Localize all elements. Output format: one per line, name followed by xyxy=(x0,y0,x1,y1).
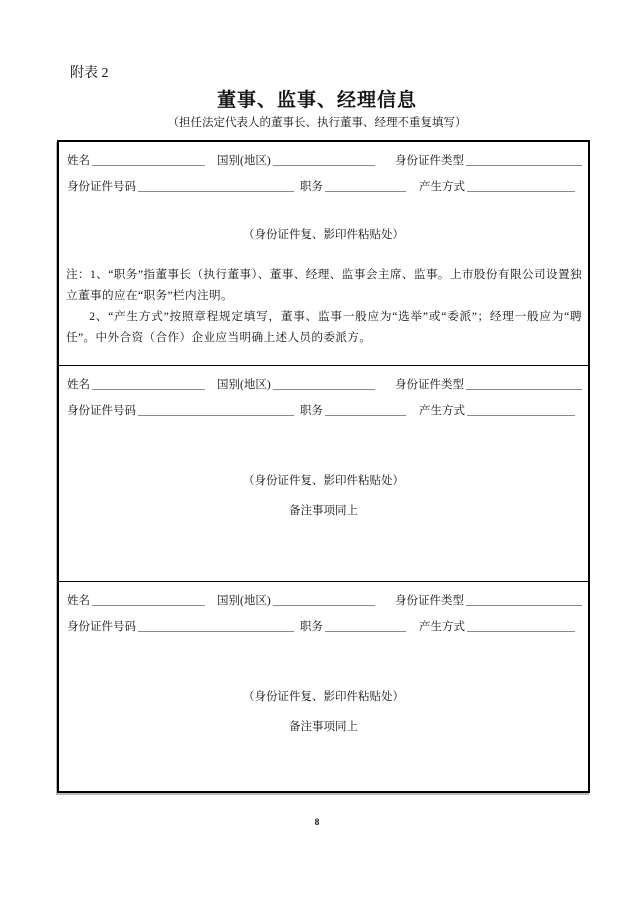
remark-same-as-above: 备注事项同上 xyxy=(289,505,358,517)
country-label: 国别(地区) xyxy=(217,379,271,391)
id-copy-paste-area-caption: （身份证件复、影印件粘贴处） xyxy=(243,691,404,703)
position-label: 职务 xyxy=(300,405,323,417)
id-number-blank-line xyxy=(138,179,294,192)
selection-method-label: 产生方式 xyxy=(419,621,465,633)
page-subtitle: （担任法定代表人的董事长、执行董事、经理不重复填写） xyxy=(167,117,467,129)
id-type-label: 身份证件类型 xyxy=(395,379,464,391)
name-blank-line xyxy=(92,593,205,606)
country-label: 国别(地区) xyxy=(217,595,271,607)
note-item-1: 注：1、“职务”指董事长（执行董事）、董事、经理、监事会主席、监事。上市股份有限公司设置独立董事的应在“职务”栏内注明。 xyxy=(66,268,582,302)
appendix-label: 附表 2 xyxy=(70,66,109,81)
position-blank-line xyxy=(325,619,406,632)
id-number-field xyxy=(67,614,294,634)
officer-info-table xyxy=(57,140,590,793)
selection-method-field xyxy=(419,398,575,418)
id-number-label: 身份证件号码 xyxy=(67,181,136,193)
country-blank-line xyxy=(273,153,375,166)
officer-section-1 xyxy=(59,148,588,365)
selection-method-field xyxy=(419,614,575,634)
position-blank-line xyxy=(325,403,406,416)
selection-method-blank-line xyxy=(467,403,575,416)
selection-method-field xyxy=(419,174,575,194)
id-type-label: 身份证件类型 xyxy=(395,595,464,607)
id-type-blank-line xyxy=(466,593,582,606)
position-label: 职务 xyxy=(300,181,323,193)
position-field xyxy=(300,614,406,634)
officer-section-3 xyxy=(59,581,588,797)
name-blank-line xyxy=(92,153,205,166)
selection-method-blank-line xyxy=(467,619,575,632)
name-label: 姓名 xyxy=(67,379,90,391)
position-field xyxy=(300,174,406,194)
country-label: 国别(地区) xyxy=(217,155,271,167)
field-row xyxy=(59,588,588,614)
field-row xyxy=(59,614,588,640)
country-field xyxy=(217,588,375,608)
id-number-blank-line xyxy=(138,403,294,416)
id-number-label: 身份证件号码 xyxy=(67,405,136,417)
country-field xyxy=(217,372,375,392)
field-row xyxy=(59,372,588,398)
id-copy-paste-area-caption: （身份证件复、影印件粘贴处） xyxy=(243,475,404,487)
form-notes xyxy=(66,264,582,348)
field-row xyxy=(59,174,588,200)
id-number-field xyxy=(67,174,294,194)
page-number: 8 xyxy=(314,818,320,828)
position-label: 职务 xyxy=(300,621,323,633)
name-field xyxy=(67,148,205,168)
id-number-field xyxy=(67,398,294,418)
id-copy-paste-area-caption: （身份证件复、影印件粘贴处） xyxy=(243,229,404,241)
selection-method-label: 产生方式 xyxy=(419,181,465,193)
id-type-label: 身份证件类型 xyxy=(395,155,464,167)
selection-method-label: 产生方式 xyxy=(419,405,465,417)
id-type-field xyxy=(395,372,582,392)
field-row xyxy=(59,148,588,174)
name-blank-line xyxy=(92,377,205,390)
country-field xyxy=(217,148,375,168)
selection-method-blank-line xyxy=(467,179,575,192)
id-type-blank-line xyxy=(466,377,582,390)
page-title: 董事、监事、经理信息 xyxy=(216,90,417,111)
name-label: 姓名 xyxy=(67,155,90,167)
position-blank-line xyxy=(325,179,406,192)
name-label: 姓名 xyxy=(67,595,90,607)
id-number-blank-line xyxy=(138,619,294,632)
name-field xyxy=(67,588,205,608)
id-type-blank-line xyxy=(466,153,582,166)
name-field xyxy=(67,372,205,392)
id-type-field xyxy=(395,588,582,608)
officer-section-2 xyxy=(59,365,588,581)
id-number-label: 身份证件号码 xyxy=(67,621,136,633)
note-item-2: 2、“产生方式”按照章程规定填写，董事、监事一般应为“选举”或“委派”；经理一般应为“聘任”。中外合资（合作）企业应当明确上述人员的委派方。 xyxy=(66,310,582,344)
country-blank-line xyxy=(273,593,375,606)
id-type-field xyxy=(395,148,582,168)
position-field xyxy=(300,398,406,418)
remark-same-as-above: 备注事项同上 xyxy=(289,721,358,733)
country-blank-line xyxy=(273,377,375,390)
field-row xyxy=(59,398,588,424)
